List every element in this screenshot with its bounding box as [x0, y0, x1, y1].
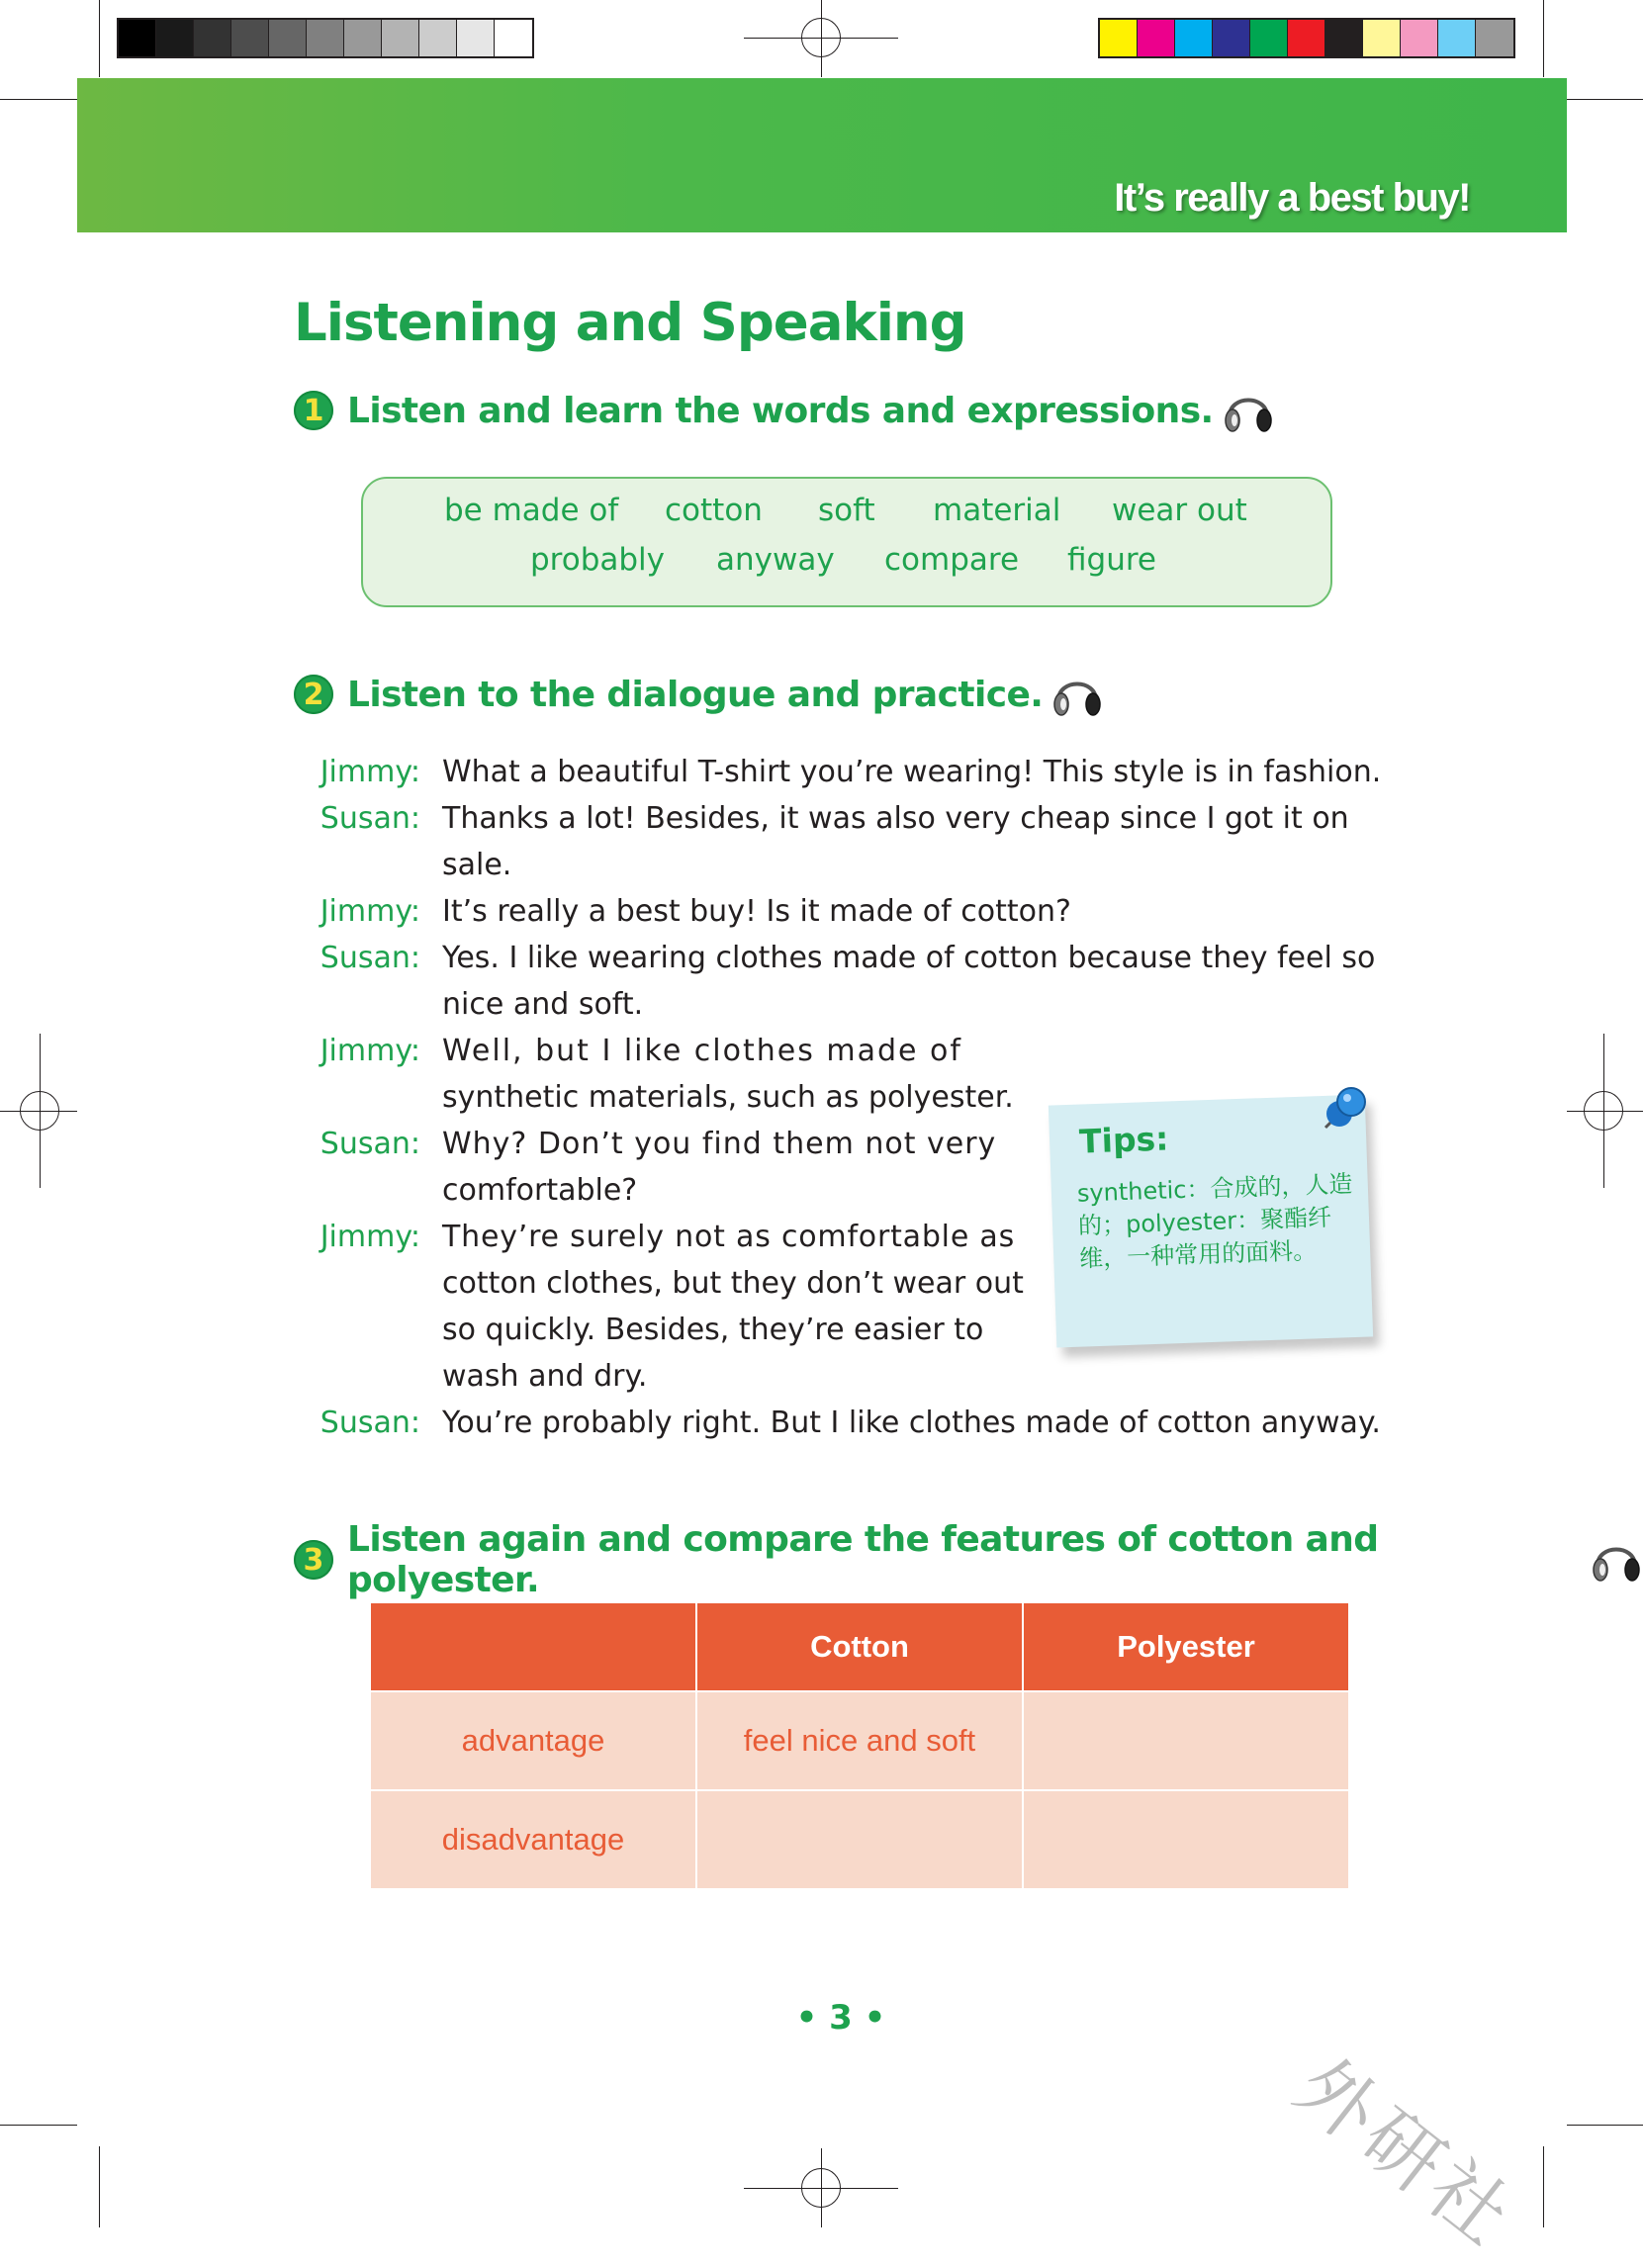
speech-line: Why? Don’t you find them not very: [442, 1127, 997, 1161]
color-calibration-bar: [1098, 18, 1515, 58]
speaker-name: Jimmy:: [319, 894, 420, 929]
calibration-swatch: [1213, 20, 1250, 56]
calibration-swatch: [1476, 20, 1513, 56]
calibration-swatch: [382, 20, 419, 56]
vocabulary-word: anyway: [716, 542, 835, 578]
task-instruction: Listen again and compare the features of cotton and polyester.: [346, 1519, 1379, 1600]
speech-line: comfortable?: [442, 1173, 638, 1208]
tips-title: Tips:: [1078, 1119, 1170, 1161]
vocabulary-word: soft: [818, 493, 875, 528]
grayscale-calibration-bar: [117, 18, 534, 58]
vocabulary-box: [361, 477, 1332, 607]
unit-title: It’s really a best buy!: [1114, 176, 1470, 220]
table-cell[interactable]: feel nice and soft: [696, 1691, 1023, 1790]
speech-line: Yes. I like wearing clothes made of cotton because they feel so: [442, 941, 1376, 975]
crop-mark: [99, 2146, 100, 2227]
calibration-swatch: [457, 20, 495, 56]
registration-mark: [1567, 1111, 1643, 1112]
page-number: • 3 •: [795, 1998, 886, 2038]
tips-body: synthetic：合成的，人造的；polyester：聚酯纤维，一种常用的面料。: [1076, 1169, 1353, 1273]
speech-line: Well, but I like clothes made of: [442, 1034, 962, 1068]
speech-line: You’re probably right. But I like clothes made of cotton anyway.: [442, 1406, 1381, 1440]
calibration-swatch: [307, 20, 344, 56]
speaker-name: Susan:: [319, 801, 420, 836]
calibration-swatch: [1438, 20, 1476, 56]
crop-mark: [1543, 2146, 1544, 2227]
crop-mark: [1567, 2125, 1643, 2126]
calibration-swatch: [1175, 20, 1213, 56]
calibration-swatch: [344, 20, 382, 56]
calibration-swatch: [156, 20, 194, 56]
calibration-swatch: [1288, 20, 1325, 56]
calibration-swatch: [1100, 20, 1138, 56]
speech-line: What a beautiful T-shirt you’re wearing! This style is in fashion.: [442, 755, 1382, 789]
vocabulary-row: [363, 493, 1334, 532]
calibration-swatch: [194, 20, 231, 56]
speaker-name: Jimmy:: [319, 755, 420, 789]
speaker-name: Susan:: [319, 1406, 420, 1440]
table-header-row: [370, 1602, 1349, 1691]
vocabulary-word: wear out: [1112, 493, 1247, 528]
table-row-label: disadvantage: [370, 1790, 696, 1889]
publisher-watermark: 外研社: [1279, 2041, 1531, 2266]
registration-mark: [821, 2148, 822, 2227]
vocabulary-word: probably: [530, 542, 666, 578]
calibration-swatch: [1363, 20, 1401, 56]
table-cell[interactable]: [1023, 1691, 1349, 1790]
calibration-swatch: [119, 20, 156, 56]
registration-mark: [1603, 1034, 1604, 1188]
speech-line: sale.: [442, 848, 512, 882]
task-number-badge: 2: [294, 675, 333, 714]
speech-line: synthetic materials, such as polyester.: [442, 1080, 1014, 1115]
calibration-swatch: [269, 20, 307, 56]
calibration-swatch: [419, 20, 457, 56]
registration-mark: [0, 1111, 77, 1112]
speech-line: so quickly. Besides, they’re easier to: [442, 1313, 984, 1347]
table-row: [370, 1790, 1349, 1889]
calibration-swatch: [231, 20, 269, 56]
calibration-swatch: [1325, 20, 1363, 56]
registration-mark: [821, 0, 822, 77]
crop-mark: [99, 0, 100, 77]
crop-mark: [0, 99, 77, 100]
task-number-badge: 1: [294, 391, 333, 430]
speech-line: They’re surely not as comfortable as: [442, 1220, 1016, 1254]
task-number-badge: 3: [294, 1540, 333, 1580]
calibration-swatch: [1138, 20, 1175, 56]
vocabulary-row: [363, 542, 1334, 582]
crop-mark: [1543, 0, 1544, 77]
table-cell[interactable]: [696, 1790, 1023, 1889]
speech-line: wash and dry.: [442, 1359, 648, 1394]
table-header-cell: Cotton: [696, 1602, 1023, 1691]
table-header-cell: Polyester: [1023, 1602, 1349, 1691]
task-2-heading: [294, 671, 1104, 718]
calibration-swatch: [495, 20, 532, 56]
pushpin-icon: [1316, 1084, 1375, 1143]
vocabulary-word: figure: [1067, 542, 1156, 578]
table-row: [370, 1691, 1349, 1790]
speech-line: It’s really a best buy! Is it made of cotton?: [442, 894, 1071, 929]
speech-line: Thanks a lot! Besides, it was also very cheap since I got it on: [442, 801, 1349, 836]
table-row-label: advantage: [370, 1691, 696, 1790]
task-instruction: Listen and learn the words and expressions.: [347, 390, 1214, 431]
crop-mark: [0, 2125, 77, 2126]
speaker-name: Susan:: [319, 941, 420, 975]
vocabulary-word: material: [933, 493, 1061, 528]
task-instruction: Listen to the dialogue and practice.: [347, 674, 1044, 715]
headphones-icon[interactable]: [1050, 671, 1104, 718]
calibration-swatch: [1401, 20, 1438, 56]
vocabulary-word: be made of: [444, 493, 619, 528]
speaker-name: Jimmy:: [319, 1220, 420, 1254]
registration-mark: [40, 1034, 41, 1188]
vocabulary-word: compare: [884, 542, 1020, 578]
task-1-heading: [294, 387, 1275, 434]
calibration-swatch: [1250, 20, 1288, 56]
speaker-name: Susan:: [319, 1127, 420, 1161]
vocabulary-word: cotton: [665, 493, 763, 528]
speaker-name: Jimmy:: [319, 1034, 420, 1068]
headphones-icon[interactable]: [1222, 387, 1275, 434]
speech-line: nice and soft.: [442, 987, 644, 1022]
speech-line: cotton clothes, but they don’t wear out: [442, 1266, 1024, 1301]
table-header-cell: [370, 1602, 696, 1691]
crop-mark: [1567, 99, 1643, 100]
section-title: Listening and Speaking: [294, 293, 966, 353]
comparison-table: [369, 1601, 1350, 1890]
headphones-icon[interactable]: [1590, 1536, 1643, 1584]
table-cell[interactable]: [1023, 1790, 1349, 1889]
task-3-heading: [294, 1519, 1643, 1600]
